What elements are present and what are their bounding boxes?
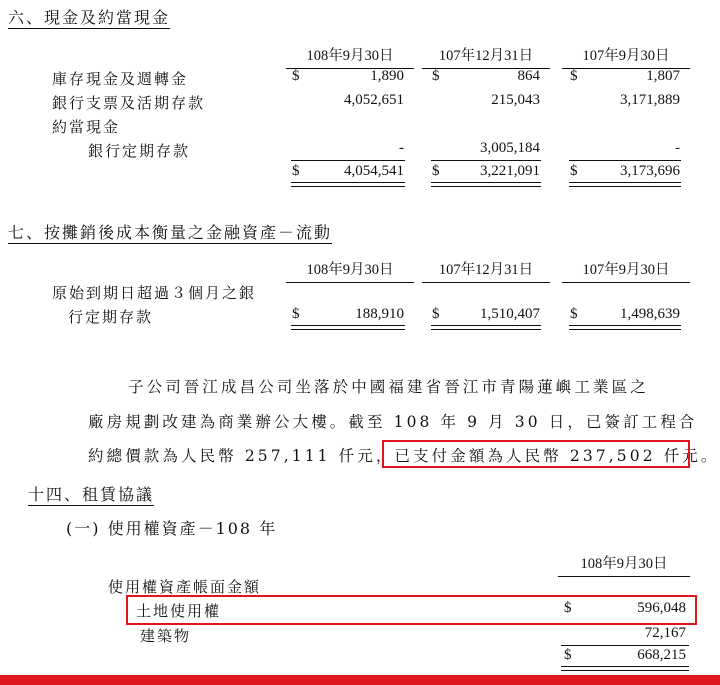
cell-value: 1,890 [370,68,404,84]
row-label-checking-deposits: 銀行支票及活期存款 [52,94,206,112]
col-header-108-09-30: 108年9月30日 [286,258,414,283]
paragraph-line-2: 廠房規劃改建為商業辦公大樓。截至 108 年 9 月 30 日，已簽訂工程合 [88,413,698,431]
section-heading-14 [28,482,154,505]
paragraph-line-3-part-a: 約總價款為人民幣 257,111 仟元， [88,447,395,465]
row-label-land-use-right: 土地使用權 [136,602,222,620]
total-value: 3,221,091 [480,163,540,179]
total-value: 668,215 [637,647,686,663]
total-double-rule [431,182,541,187]
col-header-107-09-30: 107年9月30日 [562,258,690,283]
highlight-box-land-use-right [126,595,697,625]
subsection-title: (一) 使用權資產－108 年 [66,519,278,538]
total-double-rule [561,666,689,671]
col-header-107-09-30: 107年9月30日 [562,44,690,69]
total-value: 4,054,541 [344,163,404,179]
subtotal-rule [569,160,681,161]
row-label-time-deposits: 銀行定期存款 [88,142,191,160]
cell-value: 1,498,639 [620,306,680,322]
cell-value: - [399,140,404,156]
dollar-sign: $ [570,163,578,179]
row-label-line1: 原始到期日超過３個月之銀 [52,284,257,302]
dollar-sign: $ [432,163,440,179]
row-label-buildings: 建築物 [140,627,192,645]
paragraph-line-1: 子公司晉江成昌公司坐落於中國福建省晉江市青陽蓮嶼工業區之 [128,378,649,396]
col-header-108-09-30: 108年9月30日 [558,552,690,577]
cell-value: 72,167 [644,625,686,641]
cell-value: 188,910 [355,306,404,322]
total-double-rule [431,325,541,330]
cell-value: 215,043 [491,92,540,108]
total-value: 3,173,696 [620,163,680,179]
total-double-rule [569,182,681,187]
dollar-sign: $ [570,306,578,322]
dollar-sign: $ [432,306,440,322]
total-double-rule [291,325,405,330]
col-header-108-09-30: 108年9月30日 [286,44,414,69]
dollar-sign: $ [292,306,300,322]
cell-value: 1,510,407 [480,306,540,322]
section-heading-6 [8,5,170,28]
subtotal-rule [561,645,689,646]
paragraph-line-3-part-c: 。 [700,447,720,465]
cell-value: 4,052,651 [344,92,404,108]
total-double-rule [569,325,681,330]
bottom-red-bar [0,675,720,685]
group-label-rou-assets: 使用權資產帳面金額 [108,578,262,596]
highlight-box-paid-amount [382,440,690,468]
dollar-sign: $ [564,647,572,663]
dollar-sign: $ [292,68,300,84]
section-heading-7 [8,220,332,243]
paid-amount-text: 已支付金額為人民幣 237,502 仟元 [394,447,701,465]
dollar-sign: $ [432,68,440,84]
section-title-text: 十四、租賃協議 [28,485,155,504]
col-header-107-12-31: 107年12月31日 [422,44,550,69]
row-label-line2: 行定期存款 [68,308,154,326]
total-double-rule [291,182,405,187]
cell-value: - [675,140,680,156]
cell-value: 864 [517,68,540,84]
cell-value: 3,171,889 [620,92,680,108]
section-title-text: 六、現金及約當現金 [8,8,171,27]
dollar-sign: $ [564,600,572,616]
col-header-107-12-31: 107年12月31日 [422,258,550,283]
cell-value: 1,807 [646,68,680,84]
section-title-text: 七、按攤銷後成本衡量之金融資產－流動 [8,223,333,242]
cell-value: 3,005,184 [480,140,540,156]
row-label-cash-equivalents: 約當現金 [52,118,121,136]
subtotal-rule [291,160,405,161]
cell-value: 596,048 [637,600,686,616]
row-label-cash-on-hand: 庫存現金及週轉金 [52,70,189,88]
dollar-sign: $ [292,163,300,179]
dollar-sign: $ [570,68,578,84]
subtotal-rule [431,160,541,161]
